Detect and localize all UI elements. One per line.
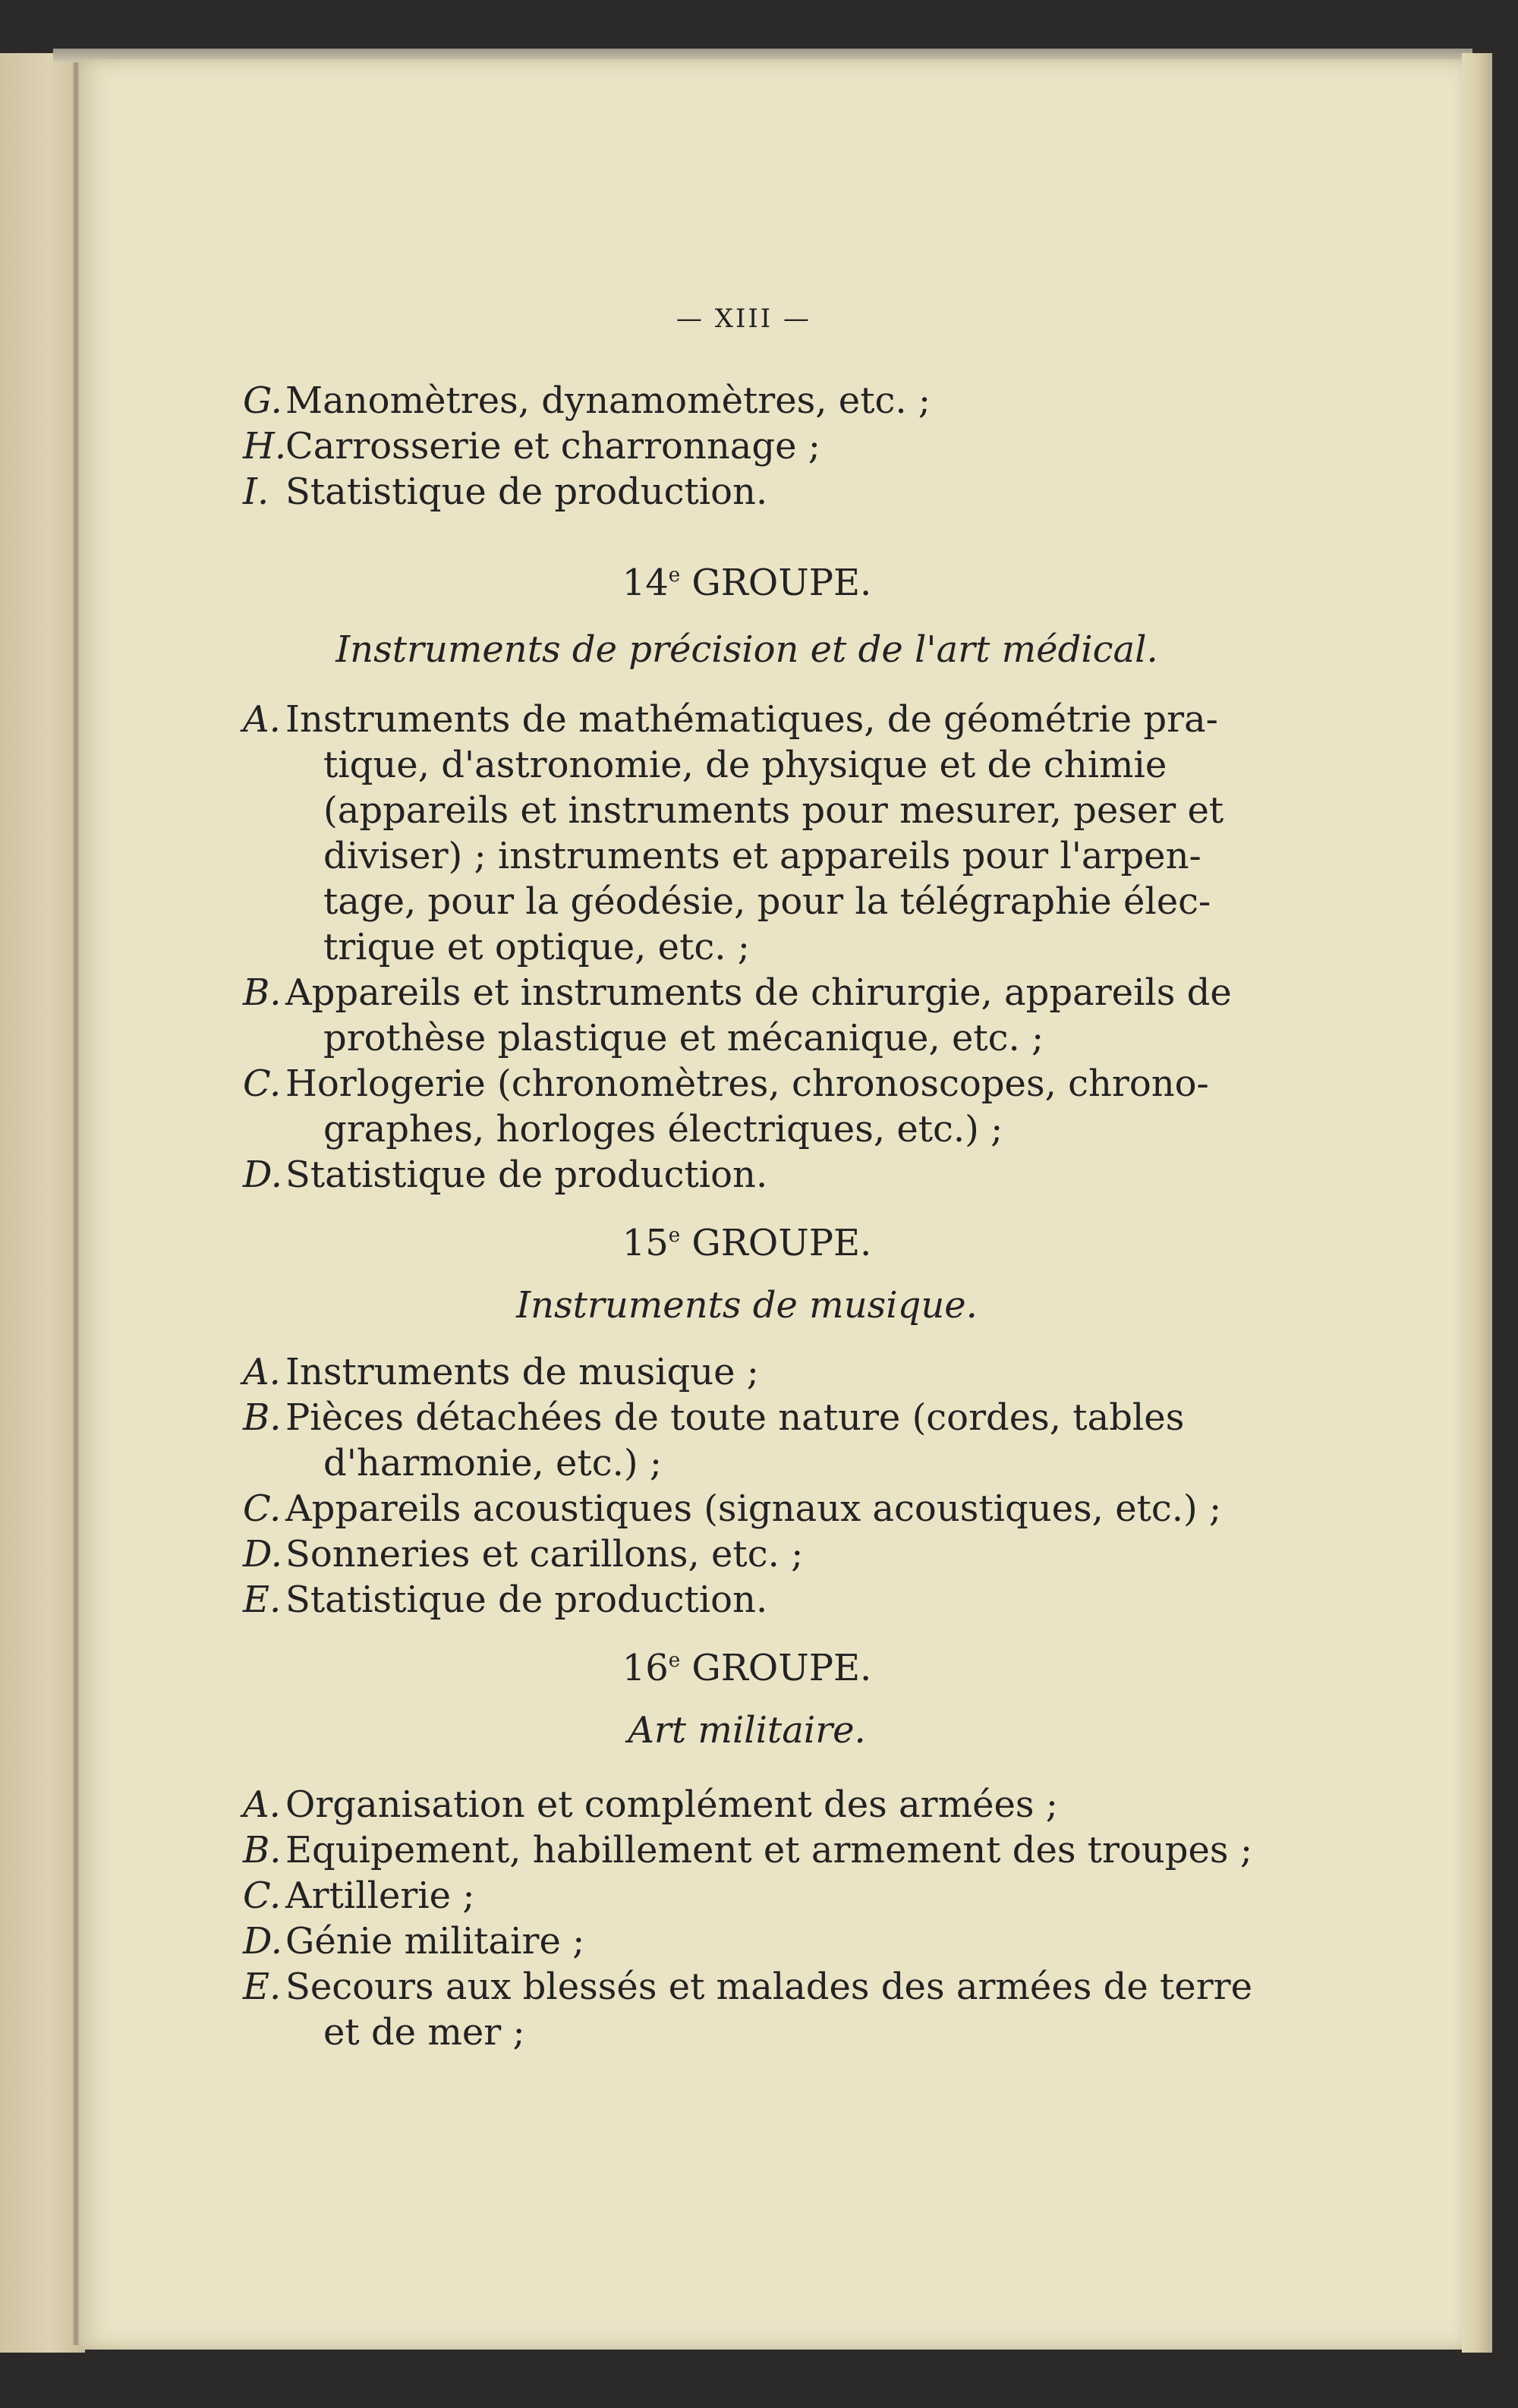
group-title: Art militaire. [628, 1709, 866, 1752]
item-text-continued: prothèse plastique et mécanique, etc. ; [323, 1017, 1044, 1059]
page-content [79, 59, 1468, 2350]
item-text-continued: et de mer ; [323, 2011, 525, 2054]
group-title: Instruments de précision et de l'art médical. [335, 628, 1158, 671]
group-title: Instruments de musique. [516, 1284, 978, 1327]
list-item [243, 1829, 1252, 1873]
list-item [243, 1351, 759, 1395]
item-letter: A. [243, 1783, 281, 1826]
item-text-continued: tique, d'astronomie, de physique et de chimie [323, 744, 1167, 786]
group-ordinal: e [668, 564, 681, 587]
list-item [243, 1533, 803, 1577]
item-text: Manomètres, dynamomètres, etc. ; [285, 379, 931, 422]
item-text: Sonneries et carillons, etc. ; [285, 1533, 804, 1575]
item-text: Secours aux blessés et malades des armées de terre [285, 1966, 1252, 2008]
item-text-continued: trique et optique, etc. ; [323, 926, 750, 968]
item-letter: B. [243, 1829, 282, 1871]
item-letter: C. [243, 1874, 282, 1917]
item-letter: C. [243, 1062, 282, 1105]
item-text-continued: diviser) ; instruments et appareils pour l'arpen- [323, 835, 1201, 877]
item-letter: B. [243, 971, 282, 1014]
item-letter: I. [243, 471, 269, 513]
list-item [243, 1062, 1209, 1106]
list-item [243, 698, 1218, 742]
item-text: Horlogerie (chronomètres, chronoscopes, chrono- [285, 1062, 1209, 1105]
item-text: Carrosserie et charronnage ; [285, 425, 820, 467]
item-text: Statistique de production. [285, 471, 768, 513]
group-number: 15 [622, 1222, 669, 1264]
item-letter: G. [243, 379, 282, 422]
list-item [243, 379, 931, 423]
list-item [243, 1874, 475, 1919]
page-number-header: — XIII — [676, 304, 812, 334]
item-text-continued: (appareils et instruments pour mesurer, peser et [323, 789, 1224, 832]
group-ordinal: e [668, 1649, 681, 1672]
item-text: Equipement, habillement et armement des troupes ; [285, 1829, 1252, 1871]
item-text: Pièces détachées de toute nature (cordes, tables [285, 1396, 1185, 1439]
group-ordinal: e [668, 1224, 681, 1247]
item-text: Génie militaire ; [285, 1920, 585, 1963]
group-heading [79, 1222, 1415, 1266]
item-text-continued: d'harmonie, etc.) ; [323, 1442, 662, 1484]
item-letter: A. [243, 1351, 281, 1393]
item-text: Appareils acoustiques (signaux acoustiques, etc.) ; [285, 1487, 1222, 1530]
list-item [243, 471, 767, 515]
list-item [243, 1920, 584, 1964]
item-letter: D. [243, 1533, 283, 1575]
item-letter: C. [243, 1487, 282, 1530]
item-text-continued: graphes, horloges électriques, etc.) ; [323, 1108, 1003, 1150]
item-text: Organisation et complément des armées ; [285, 1783, 1058, 1826]
list-item [243, 1579, 767, 1623]
list-item [243, 1783, 1058, 1827]
item-text: Instruments de mathématiques, de géométrie pra- [285, 698, 1218, 741]
group-heading [79, 1647, 1415, 1691]
group-heading [79, 562, 1415, 606]
item-letter: E. [243, 1966, 282, 2008]
item-text: Instruments de musique ; [285, 1351, 759, 1393]
item-text: Appareils et instruments de chirurgie, appareils de [285, 971, 1232, 1014]
item-letter: A. [243, 698, 281, 741]
item-letter: B. [243, 1396, 282, 1439]
list-item [243, 425, 820, 469]
group-label: GROUPE. [691, 1222, 872, 1264]
item-text: Statistique de production. [285, 1154, 768, 1196]
list-item [243, 971, 1232, 1015]
item-letter: D. [243, 1920, 283, 1963]
group-label: GROUPE. [691, 562, 872, 604]
group-number: 14 [622, 562, 669, 604]
list-item [243, 1487, 1221, 1531]
list-item [243, 1396, 1184, 1440]
group-label: GROUPE. [691, 1647, 872, 1689]
item-text-continued: tage, pour la géodésie, pour la télégraphie élec- [323, 880, 1211, 923]
item-letter: D. [243, 1154, 283, 1196]
list-item [243, 1966, 1252, 2010]
item-text: Artillerie ; [285, 1874, 475, 1917]
item-text: Statistique de production. [285, 1579, 768, 1621]
item-letter: H. [243, 425, 287, 467]
list-item [243, 1154, 767, 1198]
group-number: 16 [622, 1647, 669, 1689]
item-letter: E. [243, 1579, 282, 1621]
book-gutter [73, 61, 79, 2345]
